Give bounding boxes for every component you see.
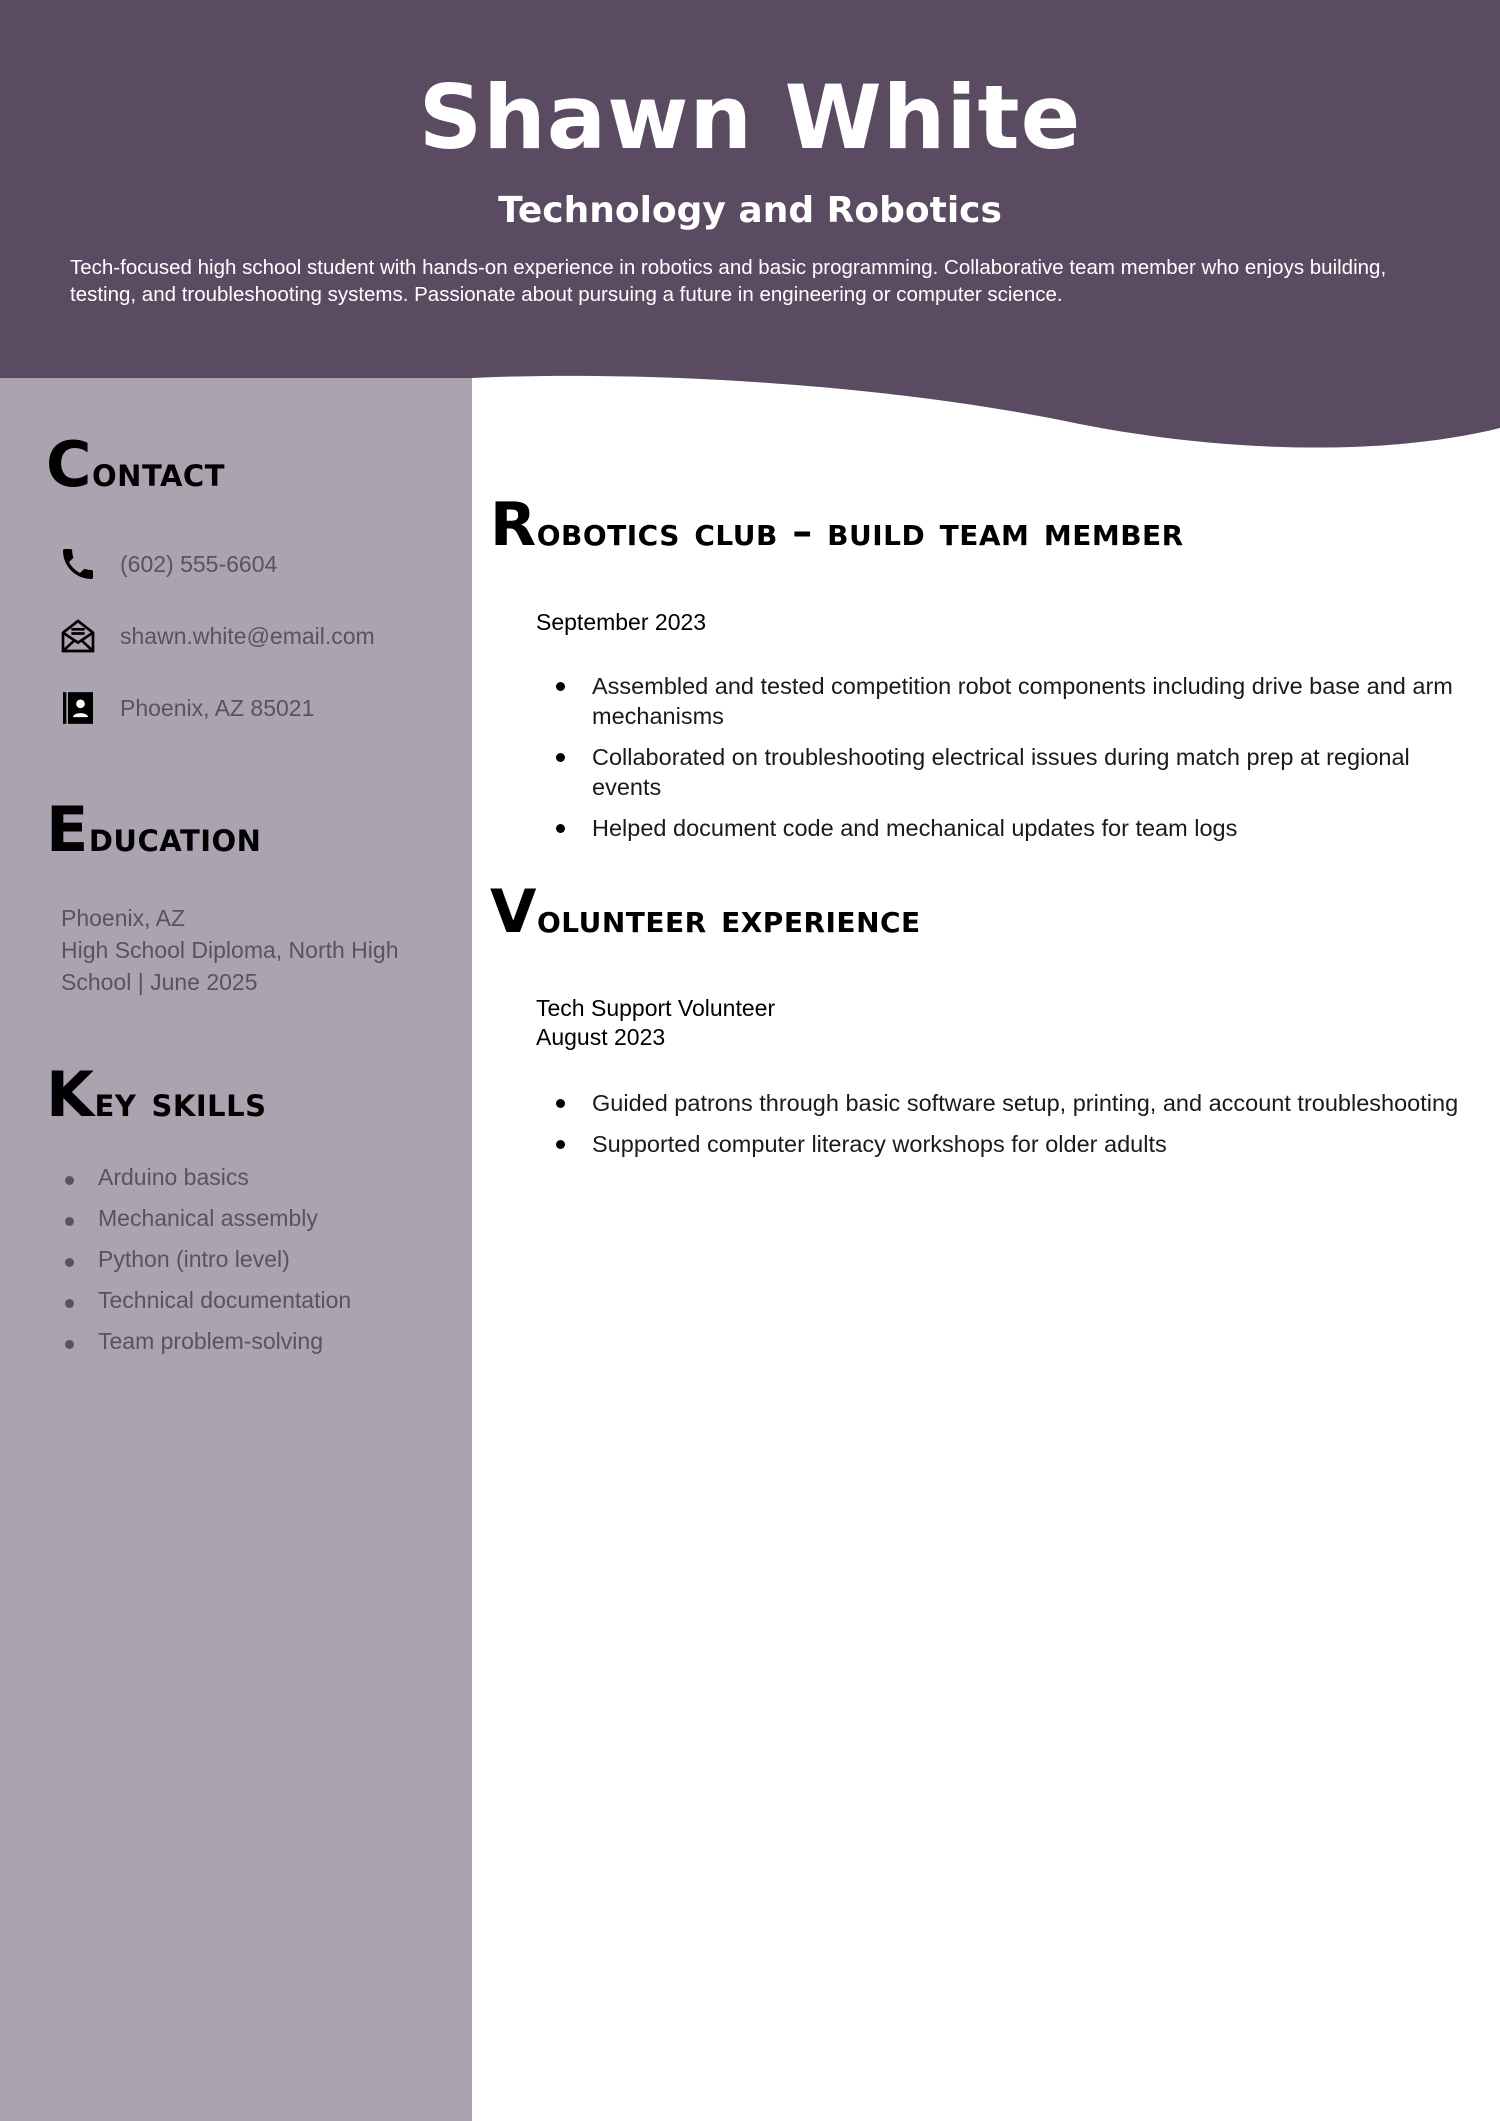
- skills-heading: Key skills: [46, 1058, 267, 1131]
- home-address: Phoenix, AZ 85021: [120, 694, 315, 721]
- volunteer-bullet: Supported computer literacy workshops for older adults: [556, 1129, 1466, 1159]
- education-heading: Education: [46, 793, 262, 866]
- contact-phone: [56, 542, 277, 586]
- skill-item: Technical documentation: [62, 1287, 351, 1328]
- experience-bullet: Collaborated on troubleshooting electrical issues during match prep at regional events: [556, 742, 1466, 802]
- volunteer-role: Tech Support Volunteer: [536, 995, 776, 1021]
- volunteer-bullets: [556, 1088, 1466, 1170]
- volunteer-date: August 2023: [536, 1024, 666, 1050]
- candidate-subtitle: Technology and Robotics: [498, 190, 1002, 231]
- skill-item: Mechanical assembly: [62, 1205, 351, 1246]
- education-degree: High School Diploma, North High School | June 2025: [61, 937, 399, 995]
- skill-item: Arduino basics: [62, 1164, 351, 1205]
- address-book-icon: [56, 686, 100, 730]
- experience-bullet: Helped document code and mechanical updates for team logs: [556, 813, 1466, 843]
- contact-address: [56, 686, 314, 730]
- skill-item: Python (intro level): [62, 1246, 351, 1287]
- experience-bullet: Assembled and tested competition robot components including drive base and arm mechanisms: [556, 671, 1466, 731]
- candidate-name: Shawn White: [418, 66, 1082, 169]
- volunteer-bullet: Guided patrons through basic software setup, printing, and account troubleshooting: [556, 1088, 1466, 1118]
- experience-heading: Robotics club – build team member: [490, 490, 1184, 560]
- email-address[interactable]: shawn.white@email.com: [120, 622, 375, 649]
- phone-number[interactable]: (602) 555-6604: [120, 550, 278, 577]
- skills-list: [62, 1164, 351, 1369]
- contact-email: [56, 614, 375, 658]
- volunteer-heading: Volunteer experience: [490, 877, 921, 947]
- experience-bullets: [556, 671, 1466, 854]
- profile-summary: Tech-focused high school student with hands-on experience in robotics and basic programming. Collaborative team member who enjoys building, testing, and troubleshooting systems. Passionate about pursuing a future in engineering or computer science.: [70, 256, 1387, 306]
- contact-heading: Contact: [46, 428, 225, 501]
- phone-icon: [56, 542, 100, 586]
- experience-date: September 2023: [536, 609, 707, 635]
- volunteer-entry: [536, 994, 775, 1052]
- education-entry: [61, 902, 421, 998]
- skill-item: Team problem-solving: [62, 1328, 351, 1369]
- education-location: Phoenix, AZ: [61, 905, 186, 931]
- email-icon: [56, 614, 100, 658]
